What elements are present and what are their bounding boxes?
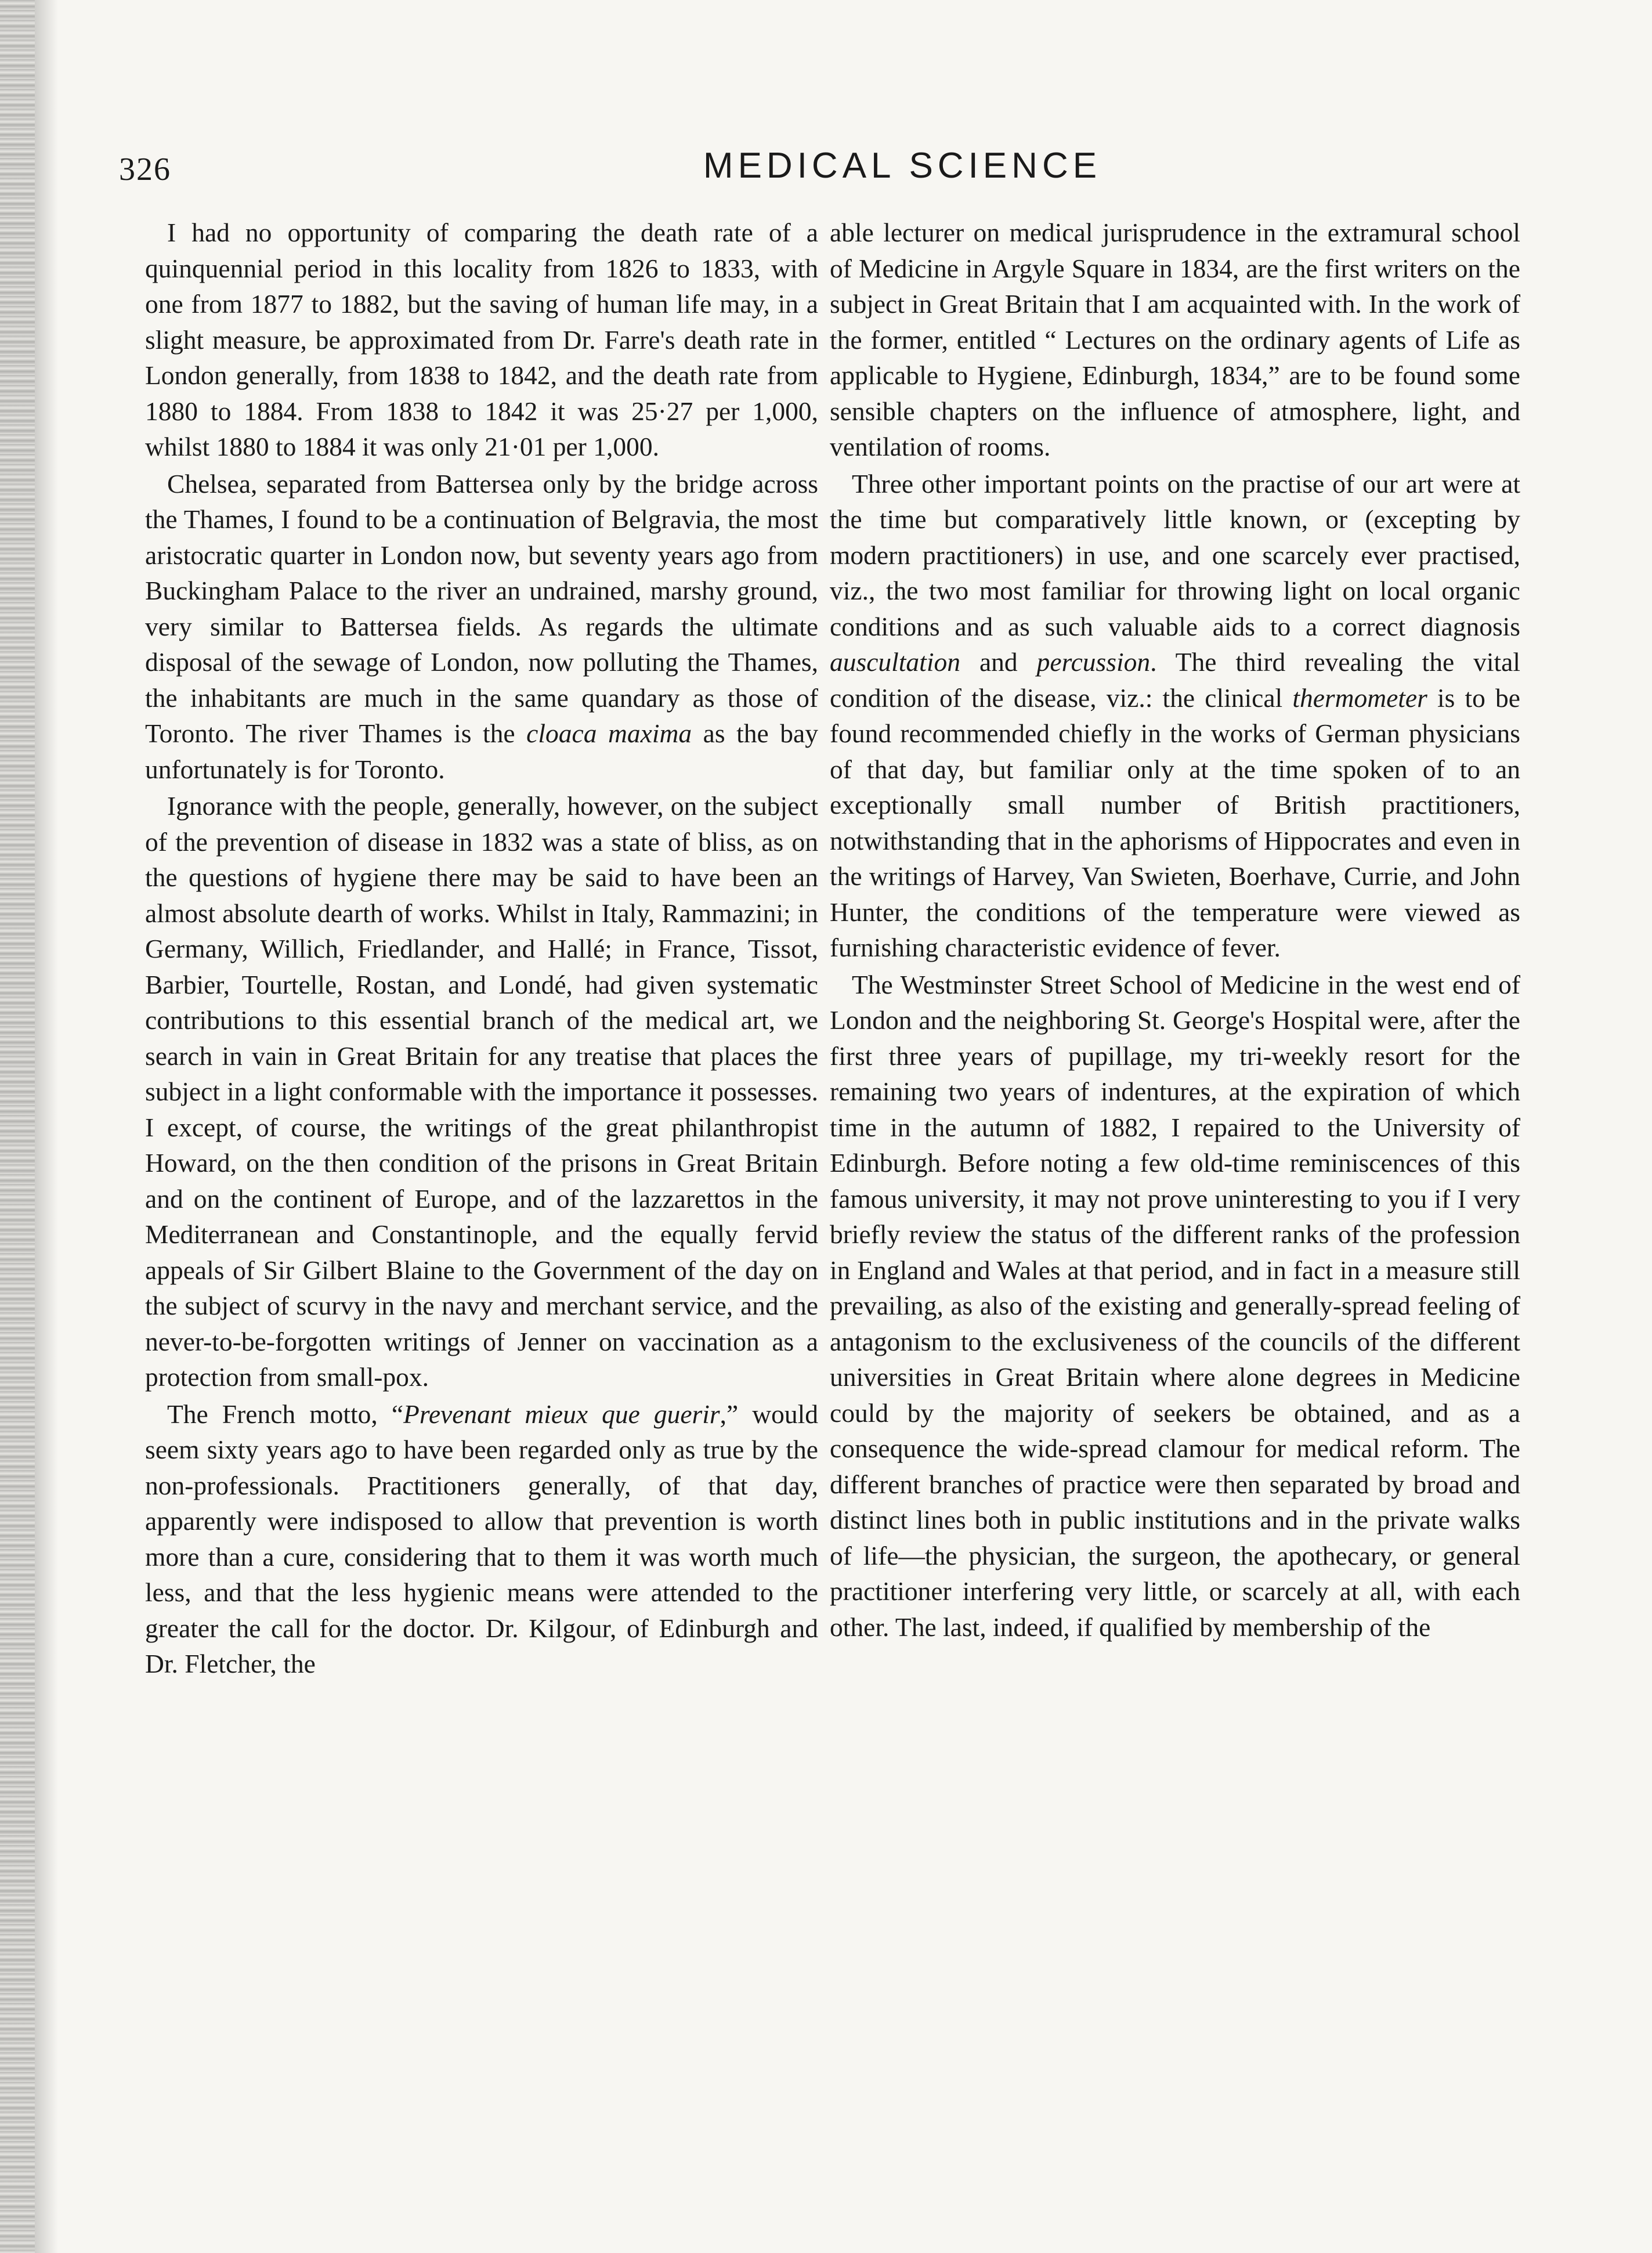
paragraph-text: is to be found recommended chiefly in the works of German physicians of that day, but familiar only at the time spoken of to an exceptionally small number of British practitioners, notwithstanding that in the aphorisms of Hippocrates and even in the writings of Harvey, Van Swieten, Boerhave, Currie, and John Hunter, the conditions of the temperature were viewed as furnishing characteristic evidence of fever. bbox=[830, 683, 1520, 962]
paragraph bbox=[145, 788, 818, 1395]
paragraph-text: as the bay unfortunately is for Toronto. bbox=[145, 718, 818, 784]
paragraph-text: Three other important points on the practise of our art were at the time but comparatively little known, or (excepting by modern practitioners) in use, and one scarcely ever practised, viz., the two most familiar for throwing light on local organic conditions and as such valuable aids to a correct diagnosis bbox=[830, 468, 1520, 641]
italic-phrase: percussion bbox=[1036, 647, 1151, 677]
paragraph-text: The Westminster Street School of Medicine in the west end of London and the neighboring St. George's Hospital were, after the first three years of pupillage, my tri-weekly resort for the remaining two years of indentures, at the expiration of which time in the autumn of 1882, I repaired to the University of Edinburgh. Before noting a few old-time reminiscences of this famous university, it may not prove uninteresting to you if I very briefly review the status of the different ranks of the profession in England and Wales at that period, and in fact in a measure still prevailing, as also of the existing and generally-spread feeling of antagonism to the exclusiveness of the councils of the different universities in Great Britain where alone degrees in Medicine could by the majority of seekers be obtained, and as a consequence the wide-spread clamour for medical reform. The different branches of practice were then separated by broad and distinct lines both in public institutions and in the private walks of life—the physician, the surgeon, the apothecary, or general practitioner interfering very little, or scarcely at all, with each other. The last, indeed, if qualified by membership of the bbox=[830, 969, 1520, 1642]
paragraph-text: ,” would seem sixty years ago to have been regarded only as true by the non-professionals. Practitioners generally, of that day, apparently were indisposed to allow that prevention is worth more than a cure, considering that to them it was worth much less, and that the less hygienic means were attended to the greater the call for the doctor. Dr. Kilgour, of Edinburgh and Dr. Fletcher, the bbox=[145, 1399, 818, 1678]
paragraph-continued bbox=[830, 215, 1520, 465]
italic-phrase: auscultation bbox=[830, 647, 960, 677]
paragraph-text: I had no opportunity of comparing the death rate of a quinquennial period in this locality from 1826 to 1833, with one from 1877 to 1882, but the saving of human life may, in a slight measure, be approximated from Dr. Farre's death rate in London generally, from 1838 to 1842, and the death rate from 1880 to 1884. From 1838 to 1842 it was 25·27 per 1,000, whilst 1880 to 1884 it was only 21·01 per 1,000. bbox=[145, 218, 818, 461]
paragraph-text: Ignorance with the people, generally, however, on the subject of the prevention of disease in 1832 was a state of bliss, as on the questions of hygiene there may be said to have been an almost absolute dearth of works. Whilst in Italy, Rammazini; in Germany, Willich, Friedlander, and Hallé; in France, Tissot, Barbier, Tourtelle, Rostan, and Londé, had given systematic contributions to this essential branch of the medical art, we search in vain in Great Britain for any treatise that places the subject in a light conformable with the importance it possesses. I except, of course, the writings of the great philanthropist Howard, on the then condition of the prisons in Great Britain and on the continent of Europe, and of the lazzarettos in the Mediterranean and Constantinople, and the equally fervid appeals of Sir Gilbert Blaine to the Government of the day on the subject of scurvy in the navy and merchant service, and the never-to-be-forgotten writings of Jenner on vaccination as a protection from small-pox. bbox=[145, 791, 818, 1392]
paragraph-text: and bbox=[960, 647, 1037, 677]
text-columns bbox=[119, 215, 1535, 2188]
italic-phrase: cloaca maxima bbox=[526, 718, 692, 748]
paragraph bbox=[145, 466, 818, 788]
left-column bbox=[145, 215, 818, 1682]
italic-phrase: thermometer bbox=[1292, 683, 1427, 713]
paragraph bbox=[830, 466, 1520, 966]
italic-phrase: Prevenant mieux que guerir bbox=[403, 1399, 720, 1429]
paragraph-text: The French motto, “ bbox=[167, 1399, 404, 1429]
paragraph bbox=[145, 1396, 818, 1682]
paragraph-text: able lecturer on medical jurisprudence in the extramural school of Medicine in Argyle Square in 1834, are the first writers on the subject in Great Britain that I am acquainted with. In the work of the former, entitled “ Lectures on the ordinary agents of Life as applicable to Hygiene, Edinburgh, 1834,” are to be found some sensible chapters on the influence of atmosphere, light, and ventilation of rooms. bbox=[830, 218, 1520, 461]
right-column bbox=[830, 215, 1520, 1645]
scan-edge-gradient bbox=[35, 0, 58, 2253]
paragraph bbox=[830, 967, 1520, 1645]
paragraph bbox=[145, 215, 818, 465]
page-number: 326 bbox=[119, 151, 171, 187]
paragraph-text: . The third revealing the vital condition of the disease, viz.: the clinical bbox=[830, 647, 1520, 713]
scan-edge-shading bbox=[0, 0, 35, 2253]
running-title: MEDICAL SCIENCE bbox=[703, 146, 1102, 186]
paragraph-text: Chelsea, separated from Battersea only by the bridge across the Thames, I found to be a continuation of Belgravia, the most aristocratic quarter in London now, but seventy years ago from Buckingham Palace to the river an undrained, marshy ground, very similar to Battersea fields. As regards the ultimate disposal of the sewage of London, now polluting the Thames, the inhabitants are much in the same quandary as those of Toronto. The river Thames is the bbox=[145, 468, 818, 748]
page-header bbox=[119, 145, 1535, 192]
